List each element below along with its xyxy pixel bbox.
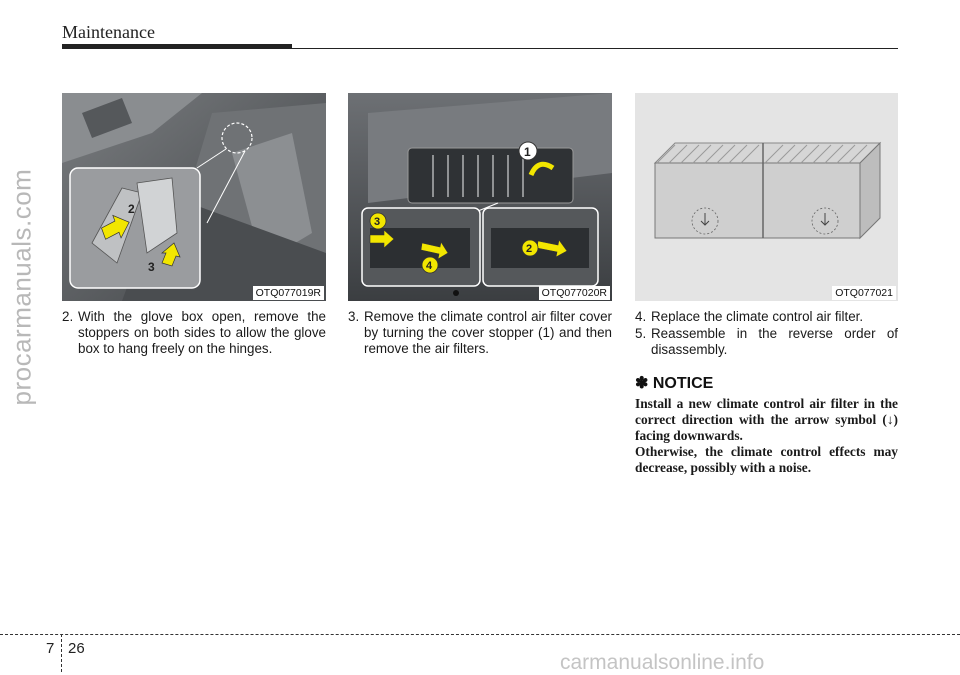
footer-chapter-number: 7 — [46, 640, 55, 657]
step-text: Replace the climate control air filter. — [651, 309, 864, 324]
step-2 — [62, 309, 326, 357]
figure-air-filter — [635, 93, 898, 301]
figure-filter-cover — [348, 93, 612, 301]
footer-page-number: 26 — [68, 640, 85, 657]
figure-code: OTQ077019R — [253, 286, 324, 300]
air-filter-illustration — [635, 93, 898, 301]
step-4 — [635, 309, 898, 325]
step-5 — [635, 326, 898, 358]
callout-1: 1 — [524, 145, 531, 159]
notice-text: ) facing downwards. — [635, 412, 898, 443]
footer-divider — [61, 634, 62, 672]
callout-3: 3 — [148, 260, 155, 274]
callout-2: 2 — [128, 202, 135, 216]
down-arrow-icon: ↓ — [886, 412, 894, 427]
step-text: Remove the climate control air filter cover by turning the cover stopper (1) and then remove the air filters. — [364, 309, 612, 356]
notice-text: Otherwise, the climate control effects may decrease, possibly with a noise. — [635, 444, 898, 475]
callout-4: 4 — [426, 260, 433, 272]
step-3 — [348, 309, 612, 357]
footer-rule — [0, 634, 960, 635]
step-text: With the glove box open, remove the stoppers on both sides to allow the glove box to hang freely on the hinges. — [78, 309, 326, 356]
notice-title: ✽ NOTICE — [635, 375, 714, 392]
step-number: 4. — [635, 309, 647, 324]
notice-text: Install a new climate control air filter in the correct direction with the arrow symbol ( — [635, 396, 898, 427]
step-number: 3. — [348, 309, 360, 324]
filter-cover-illustration — [348, 93, 612, 301]
bottom-watermark: carmanualsonline.info — [560, 651, 765, 674]
callout-2: 2 — [526, 243, 533, 255]
step-text: Reassemble in the reverse order of disassembly. — [651, 326, 898, 357]
figure-code: OTQ077020R — [539, 286, 610, 300]
figure-code: OTQ077021 — [832, 286, 896, 300]
glove-box-illustration — [62, 93, 326, 301]
step-number: 2. — [62, 309, 74, 324]
header-rule-thin — [62, 48, 898, 49]
figure-glove-box — [62, 93, 326, 301]
page-header-title: Maintenance — [62, 22, 155, 42]
side-watermark: procarmanuals.com — [6, 168, 37, 406]
callout-3: 3 — [374, 216, 381, 228]
notice-body — [635, 396, 898, 476]
step-number: 5. — [635, 326, 647, 341]
